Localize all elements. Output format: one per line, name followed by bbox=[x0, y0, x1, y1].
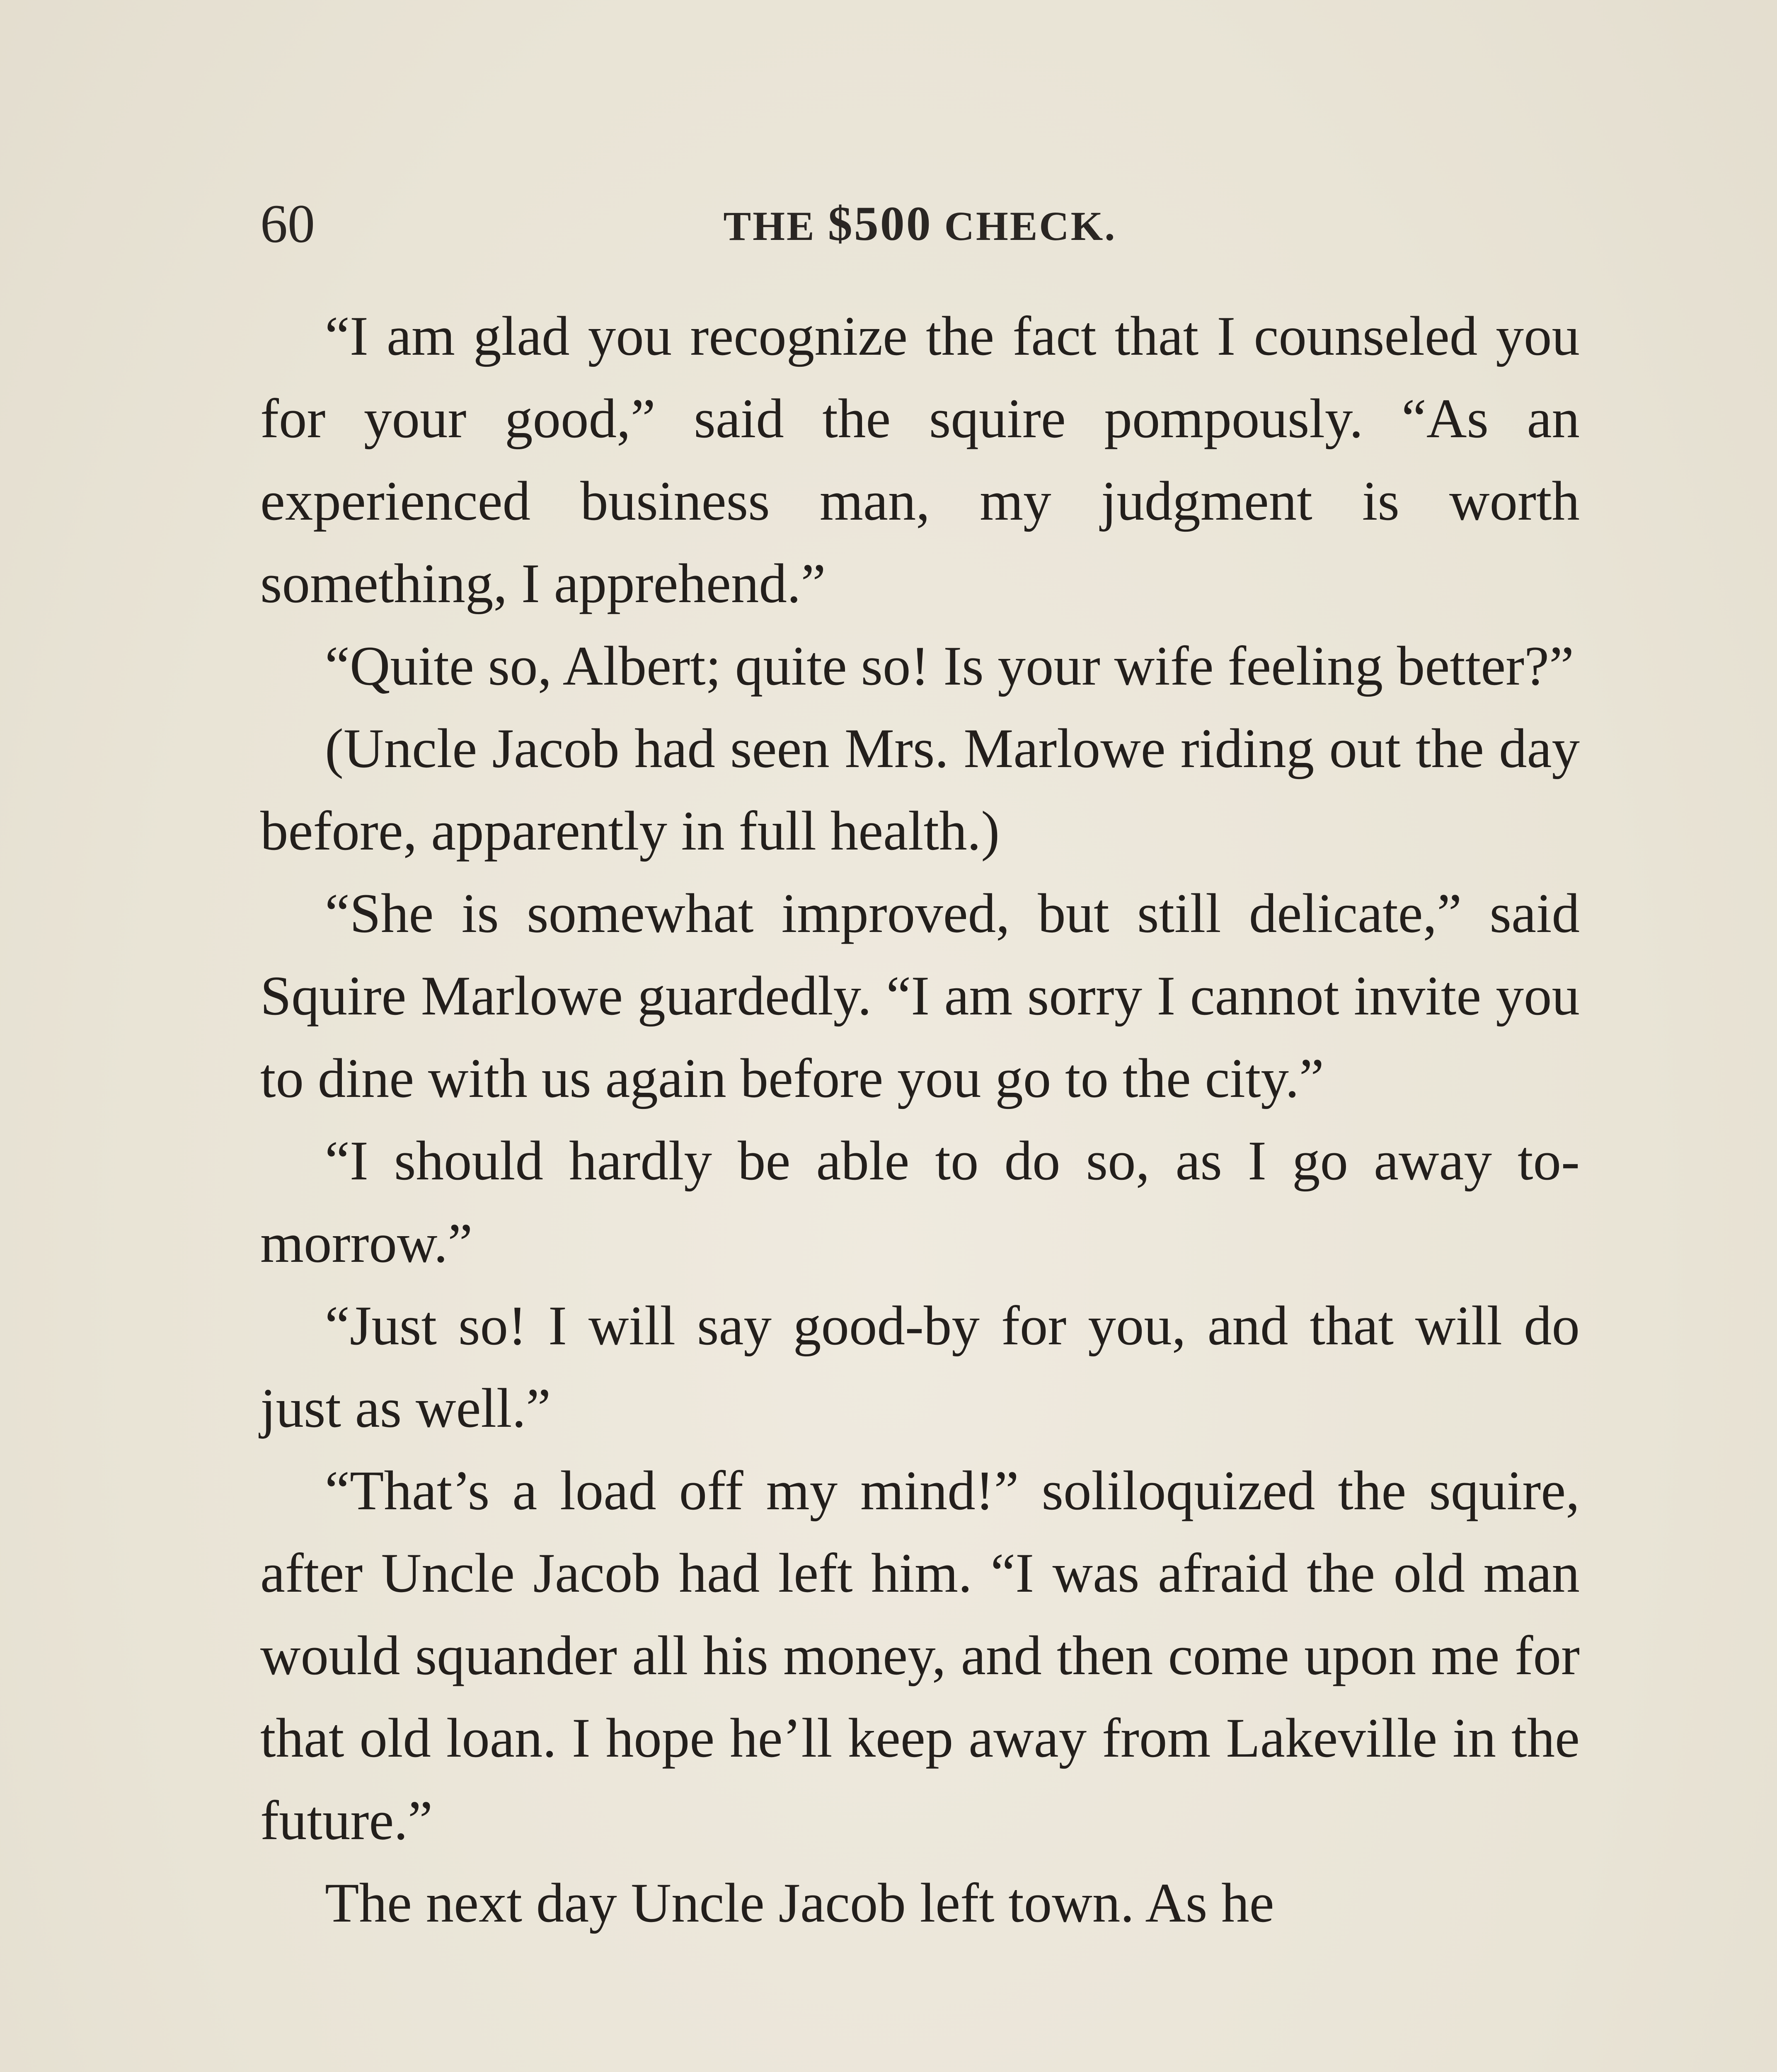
paragraph: The next day Uncle Jacob left town. As he bbox=[325, 1872, 1274, 1934]
body-text bbox=[260, 295, 1580, 1944]
paragraph: “Just so! I will say good-by for you, and that will do just as well.” bbox=[260, 1295, 1580, 1439]
running-head-amount: $500 bbox=[828, 196, 932, 251]
paragraph: “I am glad you recognize the fact that I counseled you for your good,” said the squire pompously. “As an experienced business man, my judgment is worth something, I apprehend.” bbox=[260, 305, 1580, 615]
paragraph: “She is somewhat improved, but still delicate,” said Squire Marlowe guardedly. “I am sorry I cannot invite you to dine with us again before you go to the city.” bbox=[260, 883, 1580, 1109]
paragraph: (Uncle Jacob had seen Mrs. Marlowe riding out the day before, apparently in full health.) bbox=[260, 718, 1580, 862]
paragraph: “That’s a load off my mind!” soliloquized the squire, after Uncle Jacob had left him. “I was afraid the old man would squander all his money, and then come upon me for that old loan. I hope he’ll keep away from Lakeville in the future.” bbox=[260, 1460, 1580, 1852]
running-head bbox=[260, 182, 1580, 268]
paragraph: “I should hardly be able to do so, as I go away to-morrow.” bbox=[260, 1130, 1580, 1274]
paragraph: “Quite so, Albert; quite so! Is your wife feeling better?” bbox=[325, 635, 1574, 697]
page-number: 60 bbox=[260, 193, 315, 254]
page-header bbox=[260, 182, 1580, 265]
running-head-prefix: THE bbox=[723, 203, 828, 249]
running-head-suffix: CHECK. bbox=[932, 203, 1117, 249]
